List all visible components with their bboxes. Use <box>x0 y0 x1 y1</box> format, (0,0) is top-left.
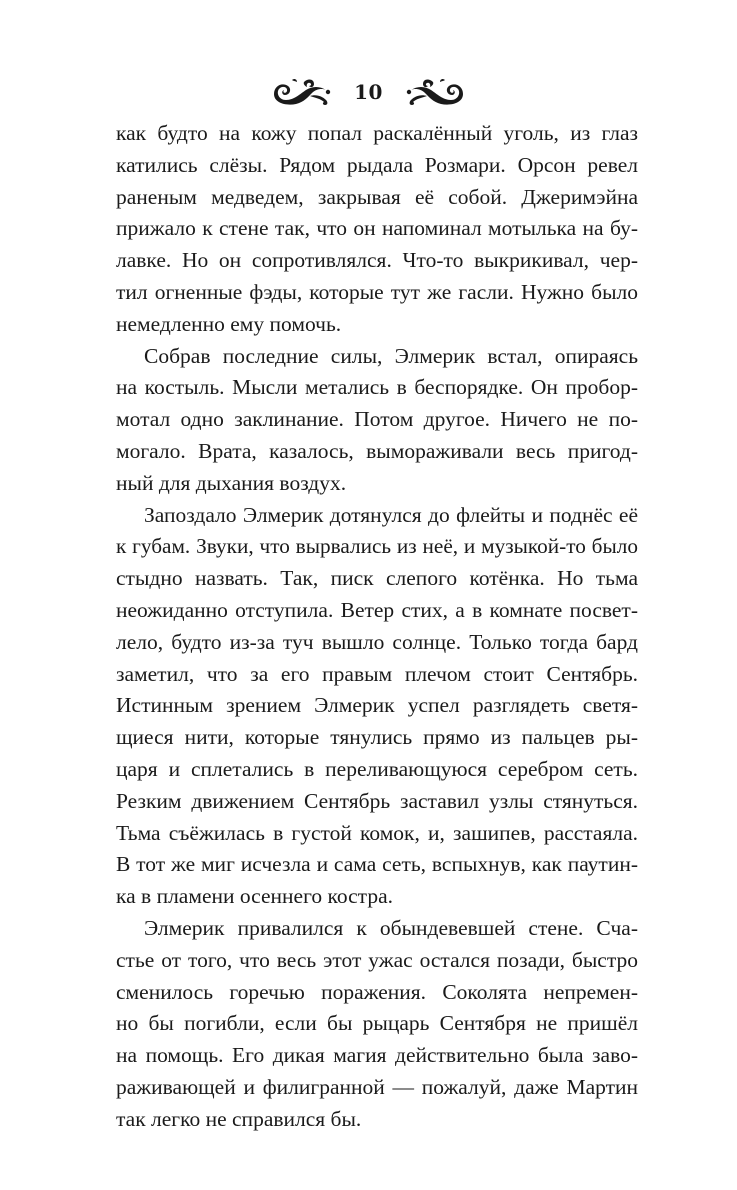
text-line: лело, будто из-за туч вышло солнце. Только тогда бард <box>116 629 638 654</box>
text-line: ка в пламени осеннего костра. <box>116 884 393 909</box>
paragraph-2 <box>116 341 638 500</box>
text-line: катились слёзы. Рядом рыдала Розмари. Орсон ревел <box>116 152 638 177</box>
text-line: стыдно назвать. Так, писк слепого котёнка. Но тьма <box>116 566 638 591</box>
text-line: неожиданно отступила. Ветер стих, а в комнате посвет- <box>116 597 638 622</box>
text-line: мотал одно заклинание. Потом другое. Ничего не по- <box>116 407 638 432</box>
page-number: 10 <box>354 80 383 104</box>
text-line: В тот же миг исчезла и сама сеть, вспыхнув, как паутин- <box>116 852 638 877</box>
text-body <box>116 118 638 1136</box>
text-line: Собрав последние силы, Элмерик встал, опираясь <box>144 343 638 368</box>
page-header <box>0 72 737 112</box>
text-line: тил огненные фэды, которые тут же гасли. Нужно было <box>116 279 638 304</box>
text-line: на помощь. Его дикая магия действительно была заво- <box>116 1043 638 1068</box>
text-line: Резким движением Сентябрь заставил узлы стянуться. <box>116 788 638 813</box>
text-line: Тьма съёжилась в густой комок, и, зашипев, расстаяла. <box>116 820 638 845</box>
text-line: заметил, что за его правым плечом стоит Сентябрь. <box>116 661 638 686</box>
text-line: но бы погибли, если бы рыцарь Сентября не пришёл <box>116 1011 638 1036</box>
flourish-right-icon <box>405 74 467 110</box>
text-line: на костыль. Мысли метались в беспорядке. Он пробор- <box>116 375 638 400</box>
text-line: ный для дыхания воздух. <box>116 470 347 495</box>
text-line: раживающей и филигранной — пожалуй, даже Мартин <box>116 1074 638 1099</box>
text-line: царя и сплетались в переливающуюся серебром сеть. <box>116 756 638 781</box>
text-line: сменилось горечью поражения. Соколята непремен- <box>116 979 638 1004</box>
text-line: щиеся нити, которые тянулись прямо из пальцев ры- <box>116 725 638 750</box>
text-line: раненым медведем, закрывая её собой. Джеримэйна <box>116 184 638 209</box>
text-line: так легко не справился бы. <box>116 1106 362 1131</box>
text-line: могало. Врата, казалось, вымораживали весь пригод- <box>116 438 638 463</box>
text-line: лавке. Но он сопротивлялся. Что-то выкрикивал, чер- <box>116 248 638 273</box>
text-line: к губам. Звуки, что вырвались из неё, и музыкой-то было <box>116 534 638 559</box>
text-line: немедленно ему помочь. <box>116 311 342 336</box>
paragraph-3 <box>116 500 638 913</box>
text-line: Элмерик привалился к обындевевшей стене. Сча- <box>144 915 638 940</box>
text-line: стье от того, что весь этот ужас остался позади, быстро <box>116 947 638 972</box>
flourish-left-icon <box>270 74 332 110</box>
paragraph-4 <box>116 913 638 1136</box>
text-line: как будто на кожу попал раскалённый уголь, из глаз <box>116 121 638 145</box>
paragraph-1 <box>116 118 638 341</box>
text-line: Истинным зрением Элмерик успел разглядеть светя- <box>116 693 638 718</box>
text-line: Запоздало Элмерик дотянулся до флейты и поднёс её <box>144 502 638 527</box>
text-line: прижало к стене так, что он напоминал мотылька на бу- <box>116 216 638 241</box>
